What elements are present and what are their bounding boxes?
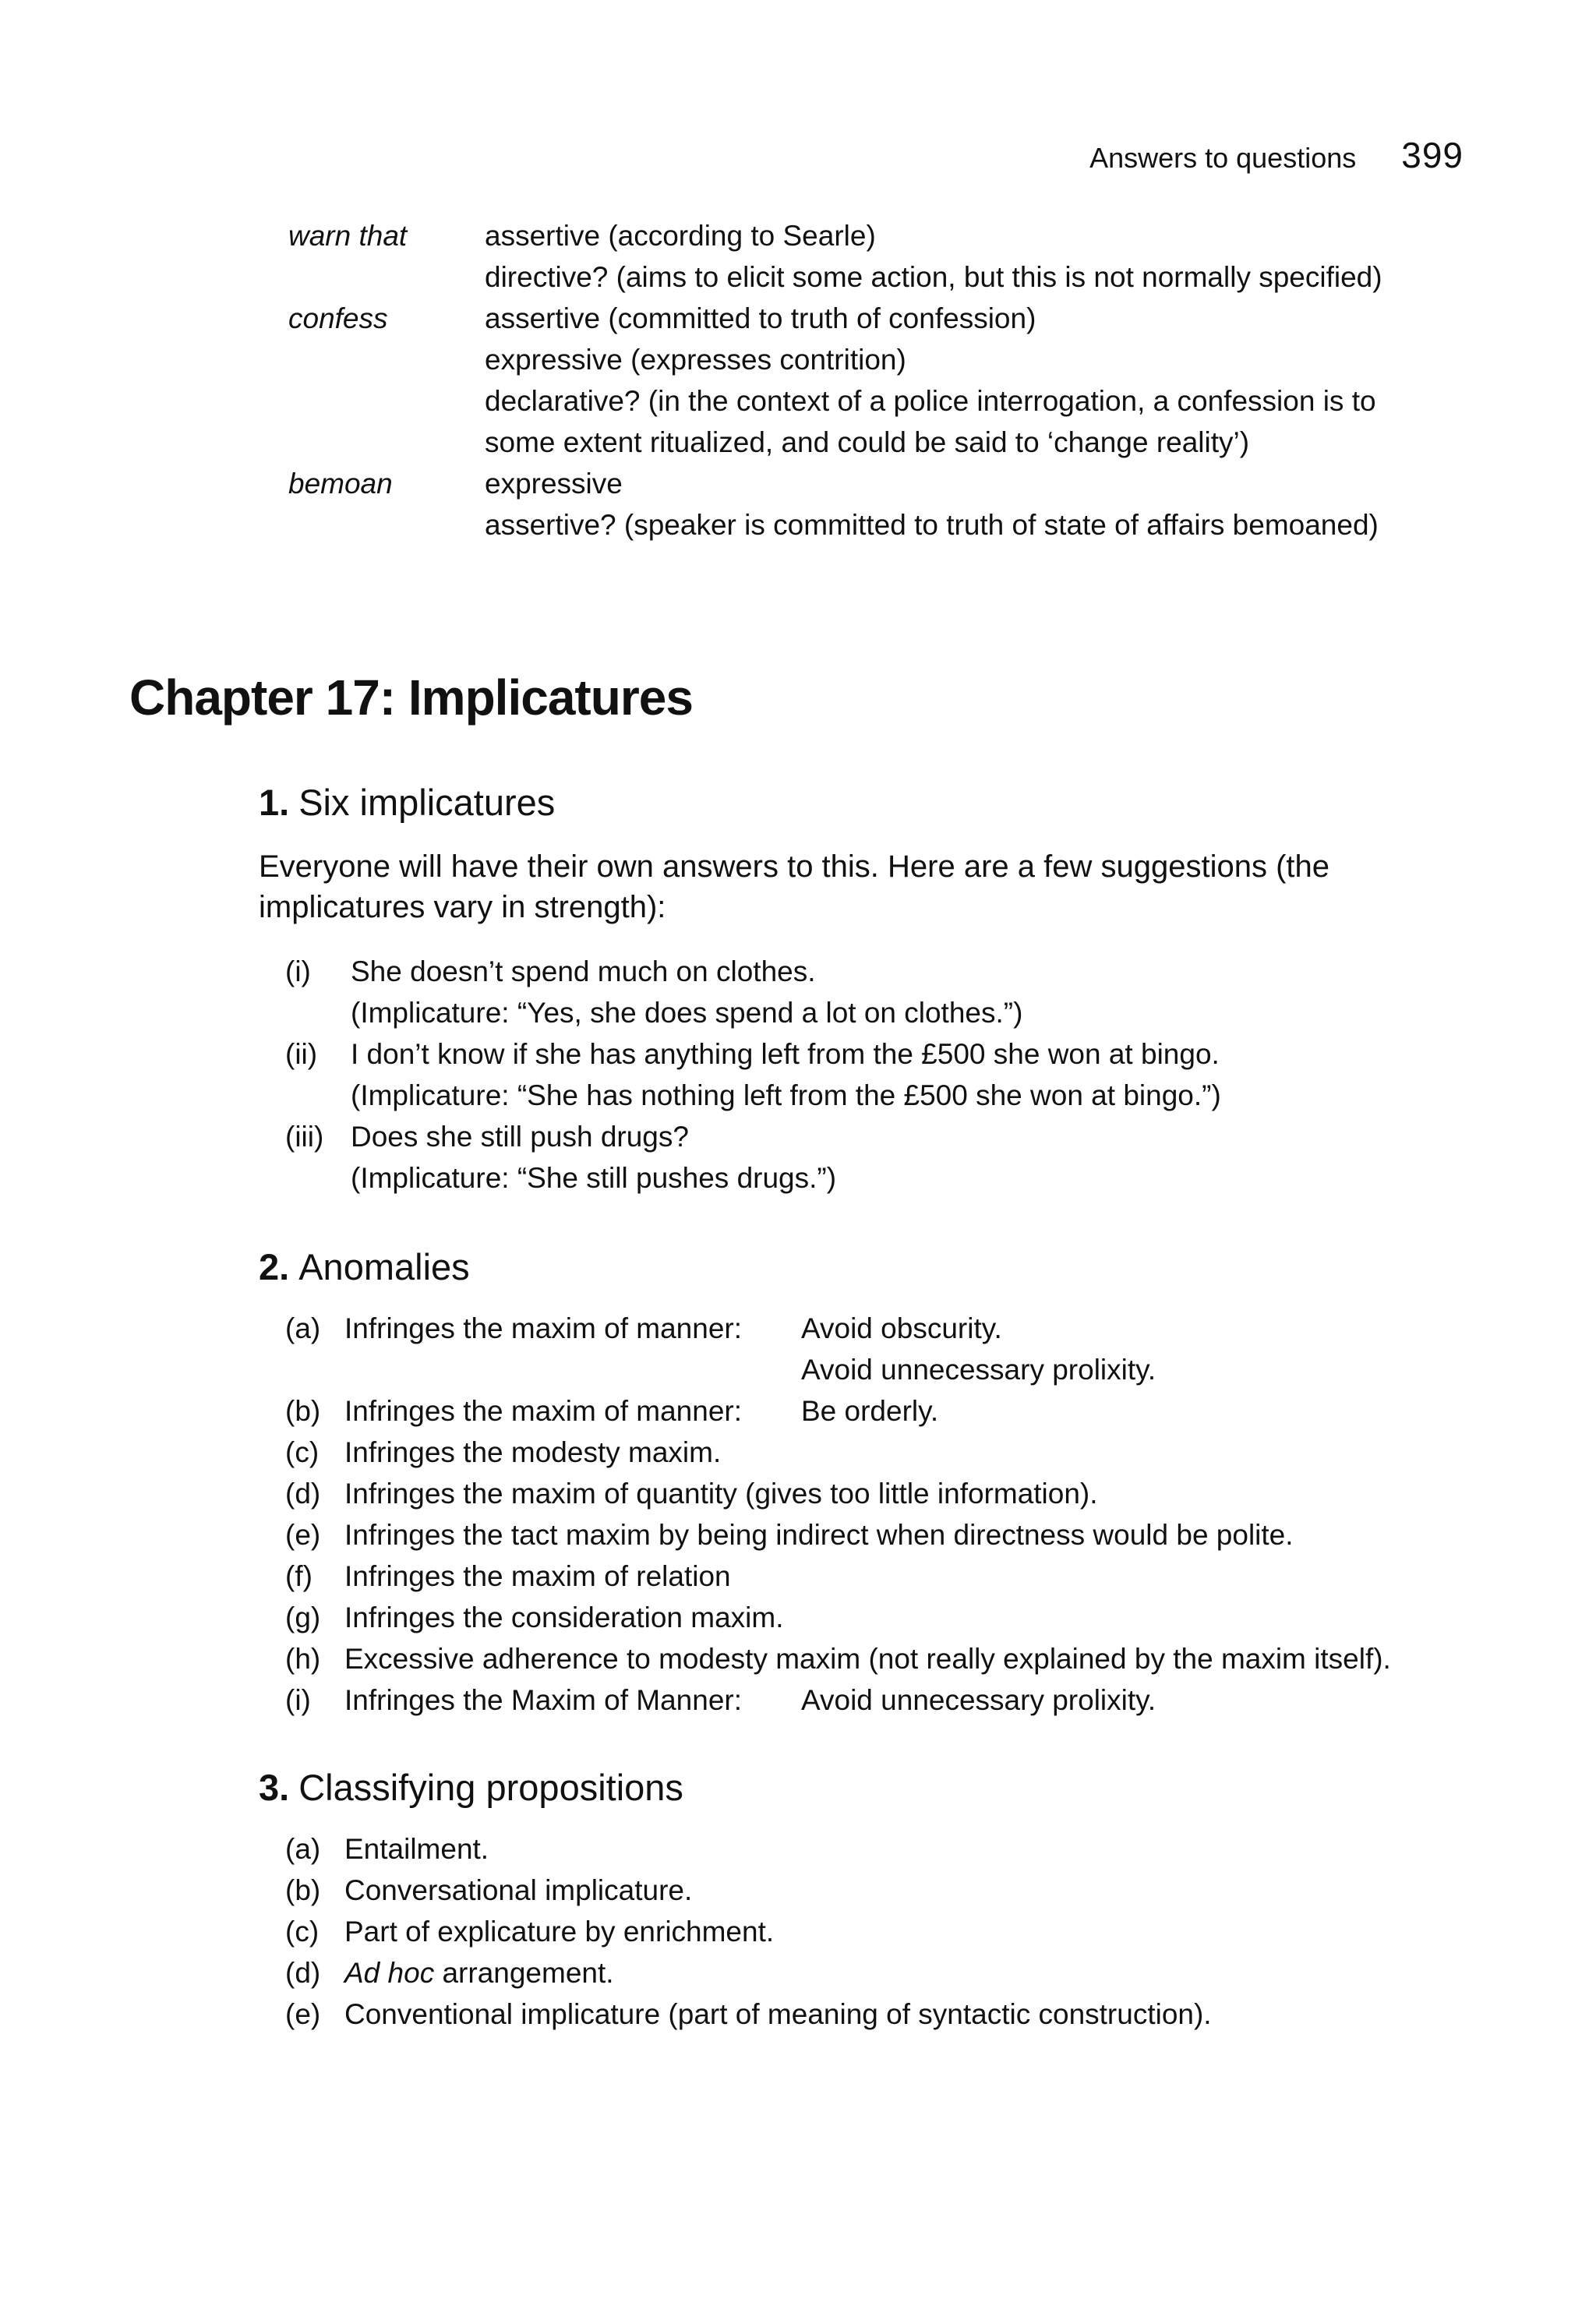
definition-term: bemoan (288, 468, 393, 500)
item-text: Entailment. (344, 1833, 489, 1865)
item-label: Infringes the Maxim of Manner: (344, 1684, 742, 1716)
implicature-list (285, 951, 1506, 1199)
item-marker: (iii) (285, 1121, 324, 1153)
item-text: I don’t know if she has anything left from the £500 she won at bingo. (351, 1038, 1220, 1070)
definition-line: directive? (aims to elicit some action, but this is not normally specified) (485, 261, 1382, 293)
item-marker: (c) (285, 1436, 320, 1468)
item-text: Infringes the maxim of quantity (gives too little information). (344, 1478, 1098, 1510)
item-label: Infringes the maxim of manner: (344, 1312, 742, 1344)
list-item (285, 1870, 1506, 1911)
speech-act-definitions (288, 215, 1488, 546)
item-text: Infringes the consideration maxim. (344, 1602, 784, 1633)
chapter-title: Chapter 17: Implicatures (129, 669, 693, 726)
definition-line: assertive? (speaker is committed to truth of state of affairs bemoaned) (485, 509, 1379, 541)
list-item (285, 1911, 1506, 1952)
definition-line: expressive (expresses contrition) (485, 344, 906, 376)
anomalies-list (285, 1308, 1506, 1721)
item-text: Excessive adherence to modesty maxim (not really explained by the maxim itself). (344, 1643, 1391, 1675)
list-item (285, 1308, 1506, 1390)
item-marker: (h) (285, 1643, 321, 1675)
running-header (1089, 134, 1464, 176)
list-item (285, 1432, 1506, 1473)
item-marker: (a) (285, 1312, 321, 1344)
definition-line: assertive (according to Searle) (485, 220, 876, 252)
item-text: Infringes the modesty maxim. (344, 1436, 722, 1468)
item-text: Infringes the maxim of relation (344, 1560, 731, 1592)
item-implicature: (Implicature: “Yes, she does spend a lot on clothes.”) (351, 997, 1023, 1029)
item-marker: (b) (285, 1874, 321, 1906)
list-item (285, 1473, 1506, 1514)
item-marker: (e) (285, 1998, 321, 2030)
item-marker: (e) (285, 1519, 321, 1551)
item-value-continued: Avoid unnecessary prolixity. (801, 1354, 1156, 1386)
item-marker: (i) (285, 1684, 311, 1716)
item-text: Part of explicature by enrichment. (344, 1916, 775, 1948)
running-title: Answers to questions (1089, 142, 1357, 174)
item-label: Infringes the maxim of manner: (344, 1395, 742, 1427)
definition-row (288, 463, 1488, 546)
item-text: arrangement. (434, 1957, 614, 1989)
list-item (285, 1638, 1506, 1679)
item-italic-text: Ad hoc (344, 1957, 435, 1989)
definition-term: warn that (288, 220, 408, 252)
section-heading (259, 779, 1506, 826)
section-classifying-propositions (259, 1764, 1506, 2035)
item-value: Avoid unnecessary prolixity. (801, 1684, 1156, 1716)
section-anomalies (259, 1244, 1506, 1721)
item-implicature: (Implicature: “She still pushes drugs.”) (351, 1162, 837, 1194)
definition-row (288, 298, 1488, 463)
item-value: Avoid obscurity. (801, 1312, 1002, 1344)
item-marker: (d) (285, 1957, 321, 1989)
definition-line: assertive (committed to truth of confession) (485, 302, 1036, 334)
list-item (285, 1952, 1506, 1994)
section-title: Anomalies (298, 1246, 470, 1287)
propositions-list (285, 1828, 1506, 2035)
section-title: Six implicatures (298, 782, 556, 823)
list-item (285, 1033, 1506, 1116)
definition-row (288, 215, 1488, 298)
item-text: Conversational implicature. (344, 1874, 693, 1906)
list-item (285, 1679, 1506, 1721)
item-marker: (g) (285, 1602, 321, 1633)
list-item (285, 1556, 1506, 1597)
section-heading (259, 1244, 1506, 1291)
item-marker: (d) (285, 1478, 321, 1510)
item-text: Does she still push drugs? (351, 1121, 689, 1153)
section-number: 2. (259, 1246, 290, 1287)
item-marker: (ii) (285, 1038, 318, 1070)
list-item (285, 1390, 1506, 1432)
definition-line: some extent ritualized, and could be said to ‘change reality’) (485, 426, 1250, 458)
section-six-implicatures (259, 779, 1506, 1199)
item-implicature: (Implicature: “She has nothing left from the £500 she won at bingo.”) (351, 1079, 1221, 1111)
item-marker: (c) (285, 1916, 320, 1948)
section-number: 3. (259, 1767, 290, 1808)
section-intro: Everyone will have their own answers to this. Here are a few suggestions (the implicatures vary in strength): (259, 849, 1330, 924)
item-marker: (f) (285, 1560, 312, 1592)
list-item (285, 1116, 1506, 1199)
list-item (285, 1514, 1506, 1556)
section-heading (259, 1764, 1506, 1811)
section-number: 1. (259, 782, 290, 823)
item-marker: (b) (285, 1395, 321, 1427)
page-number: 399 (1401, 135, 1464, 175)
item-text: She doesn’t spend much on clothes. (351, 955, 816, 987)
definition-line: expressive (485, 468, 623, 500)
item-marker: (i) (285, 955, 311, 987)
list-item (285, 1597, 1506, 1638)
item-value: Be orderly. (801, 1395, 939, 1427)
definition-term: confess (288, 302, 388, 334)
definition-line: declarative? (in the context of a police interrogation, a confession is to (485, 385, 1376, 417)
section-title: Classifying propositions (298, 1767, 683, 1808)
item-text: Conventional implicature (part of meaning of syntactic construction). (344, 1998, 1212, 2030)
list-item (285, 951, 1506, 1033)
list-item (285, 1994, 1506, 2035)
item-text: Infringes the tact maxim by being indirect when directness would be polite. (344, 1519, 1294, 1551)
list-item (285, 1828, 1506, 1870)
item-marker: (a) (285, 1833, 321, 1865)
